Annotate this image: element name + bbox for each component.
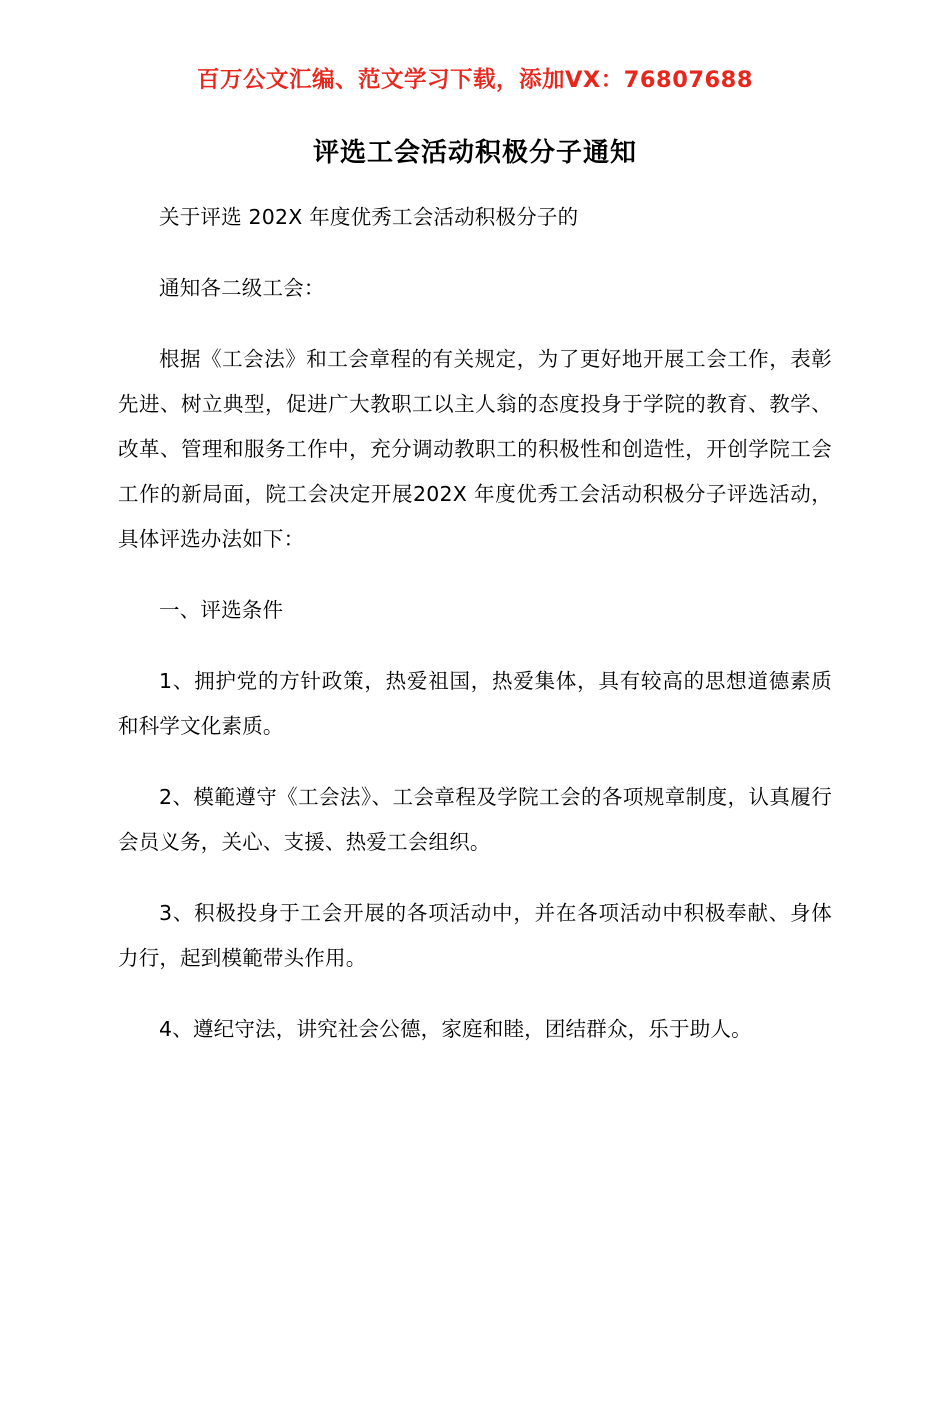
paragraph-body-intro: 根据《工会法》和工会章程的有关规定，为了更好地开展工会工作，表彰先进、树立典型，促进广大教职工以主人翁的态度投身于学院的教育、教学、改革、管理和服务工作中，充分调动教职工的积极性和创造性，开创学院工会工作的新局面，院工会决定开展202X 年度优秀工会活动积极分子评选活动，具体评选办法如下： (118, 347, 832, 551)
paragraph-section-heading-one: 一、评选条件 (159, 598, 284, 622)
paragraph-condition-2: 2、模範遵守《工会法》、工会章程及学院工会的各项规章制度，认真履行会员义务，关心、支援、热爱工会组织。 (118, 785, 832, 854)
paragraph-condition-3: 3、积极投身于工会开展的各项活动中，并在各项活动中积极奉献、身体力行，起到模範带头作用。 (118, 901, 832, 970)
page-title: 评选工会活动积极分子通知 (312, 138, 637, 168)
paragraph-condition-4: 4、遵纪守法，讲究社会公德，家庭和睦，团结群众，乐于助人。 (159, 1017, 752, 1041)
paragraph-recipient-line: 通知各二级工会： (159, 276, 325, 300)
watermark-promo-text: 百万公文汇编、范文学习下载，添加VX：76807688 (196, 67, 753, 93)
paragraph-condition-1: 1、拥护党的方针政策，热爱祖国，热爱集体，具有较高的思想道德素质和科学文化素质。 (118, 669, 832, 738)
document-page (0, 62, 950, 1406)
paragraph-subject-line: 关于评选 202X 年度优秀工会活动积极分子的 (159, 205, 579, 229)
